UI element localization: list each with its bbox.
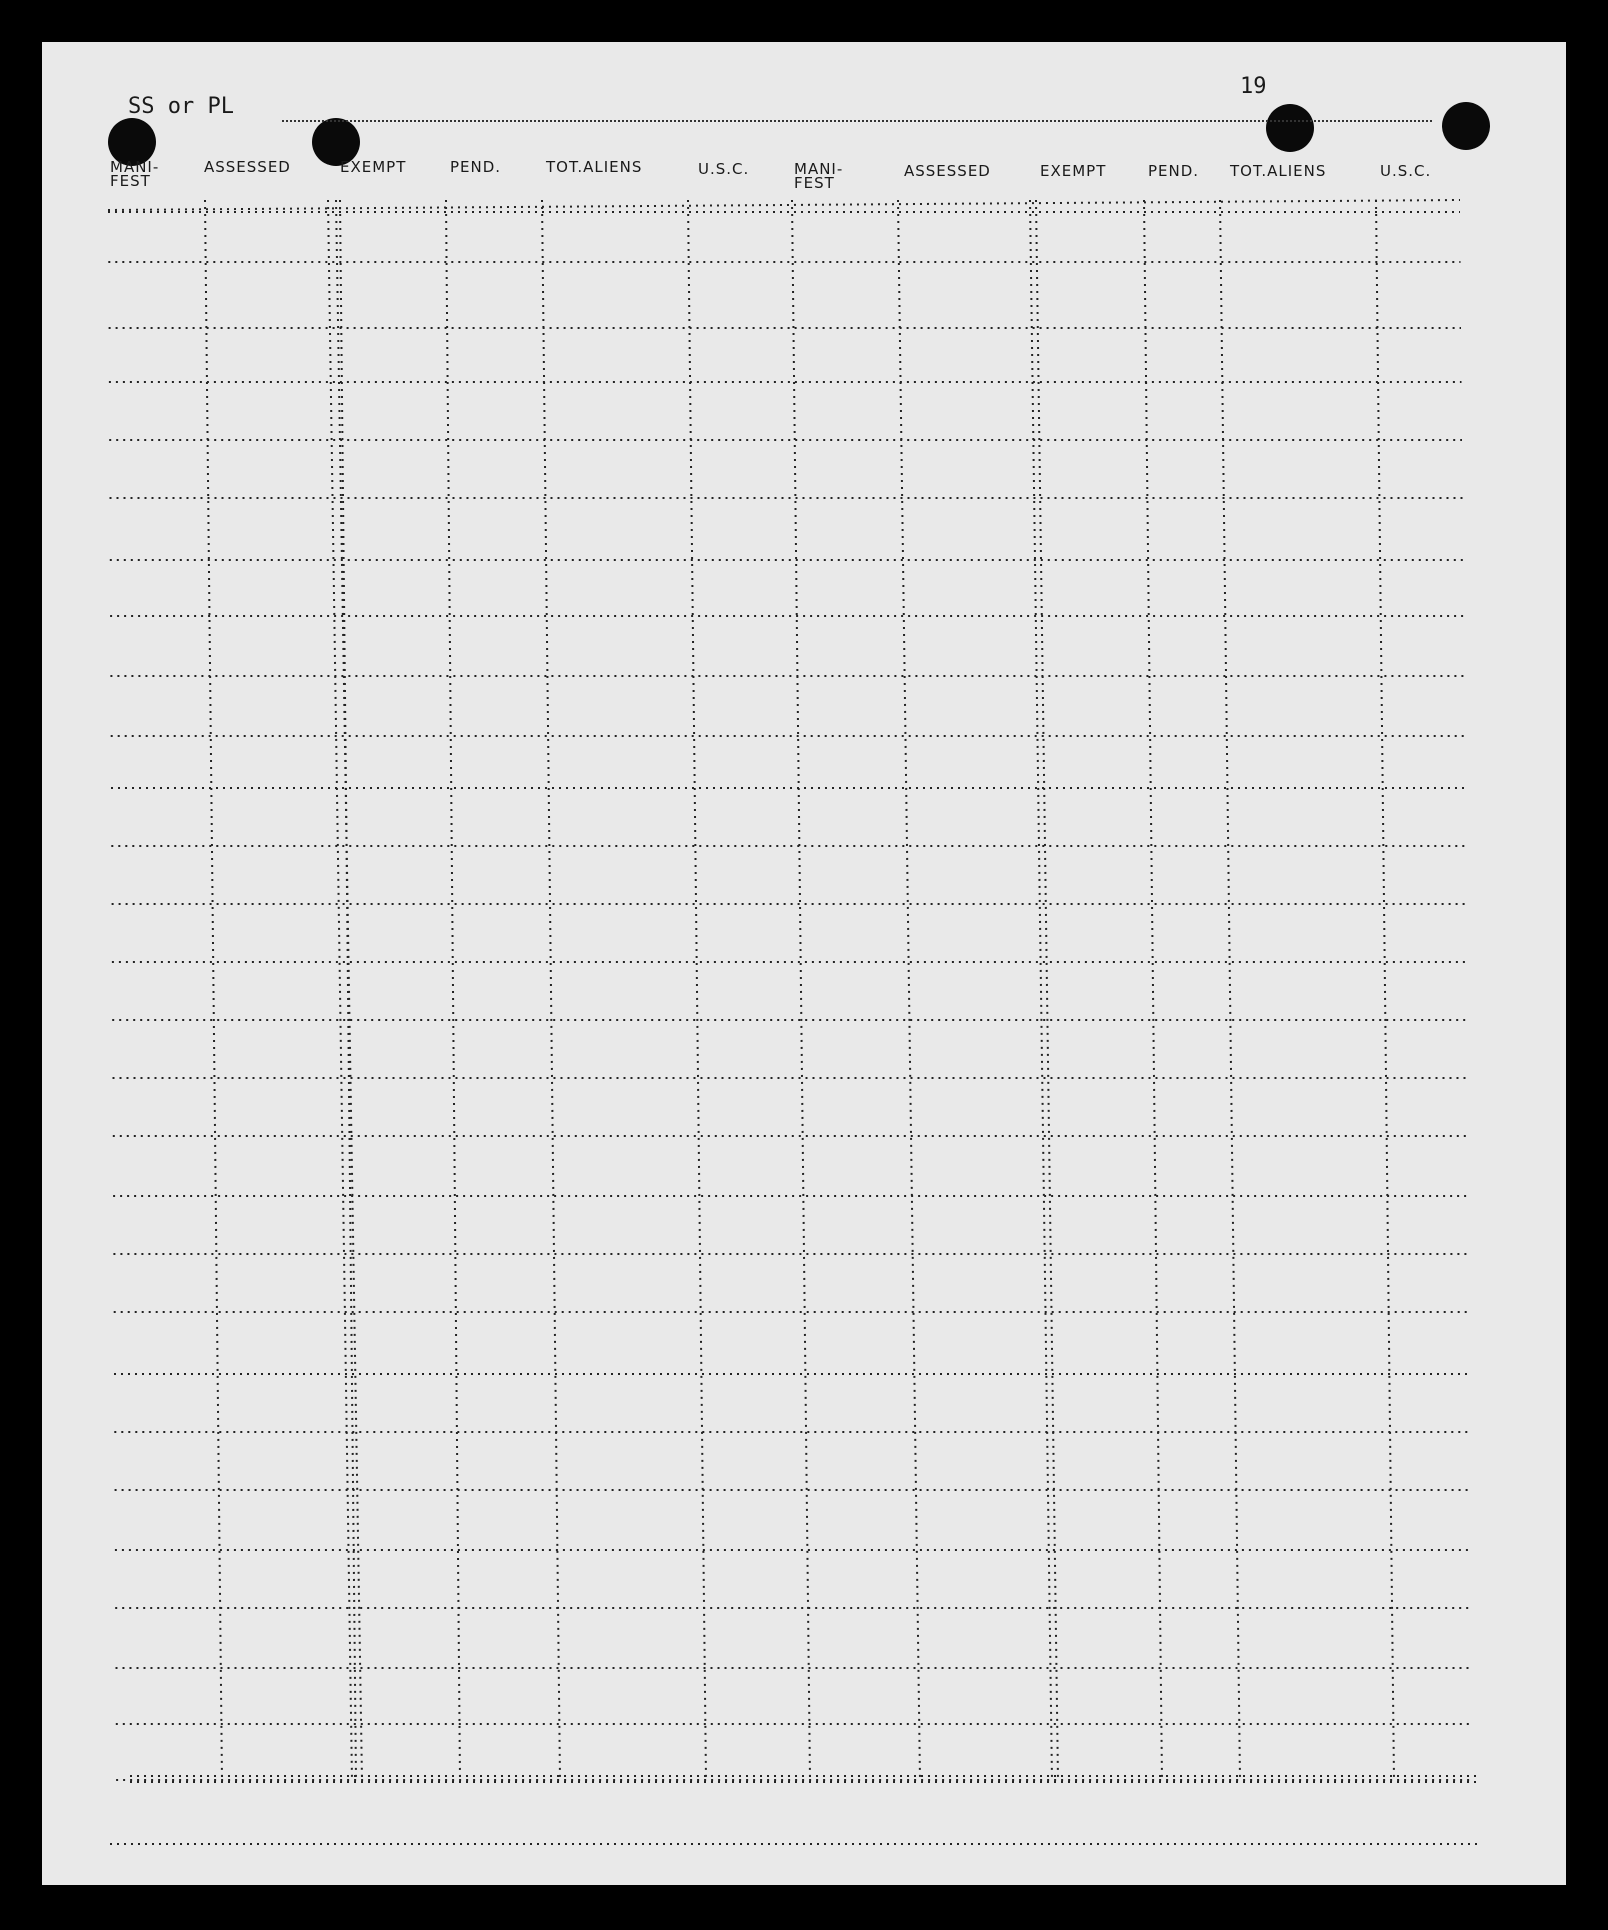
column-divider	[446, 200, 460, 1780]
column-header-pending: PEND.	[450, 158, 502, 176]
header-rule	[108, 200, 1460, 210]
page-number: 19	[1240, 74, 1267, 99]
column-header-manifest-2: MANI- FEST	[794, 160, 844, 192]
column-divider	[688, 200, 706, 1780]
column-divider	[1220, 200, 1240, 1780]
column-header-usc-2: U.S.C.	[1380, 162, 1432, 180]
column-divider	[1144, 200, 1162, 1780]
column-divider	[792, 200, 810, 1780]
column-header-exempt: EXEMPT	[340, 158, 407, 176]
column-header-usc: U.S.C.	[698, 160, 750, 178]
column-divider	[336, 200, 362, 1780]
column-divider	[542, 200, 560, 1780]
column-divider	[328, 200, 352, 1780]
column-divider	[205, 200, 222, 1780]
ship-label: SS or PL	[128, 94, 234, 119]
column-header-total-aliens: TOT.ALIENS	[546, 158, 643, 176]
column-header-manifest: MANI- FEST	[110, 158, 160, 190]
column-header-pending-2: PEND.	[1148, 162, 1200, 180]
column-divider	[1036, 200, 1058, 1780]
column-divider	[898, 200, 920, 1780]
column-header-assessed-2: ASSESSED	[904, 162, 991, 180]
column-divider	[1030, 200, 1052, 1780]
column-header-exempt-2: EXEMPT	[1040, 162, 1107, 180]
column-divider	[340, 200, 356, 1780]
column-divider	[1376, 200, 1394, 1780]
column-header-assessed: ASSESSED	[204, 158, 291, 176]
column-header-total-aliens-2: TOT.ALIENS	[1230, 162, 1327, 180]
